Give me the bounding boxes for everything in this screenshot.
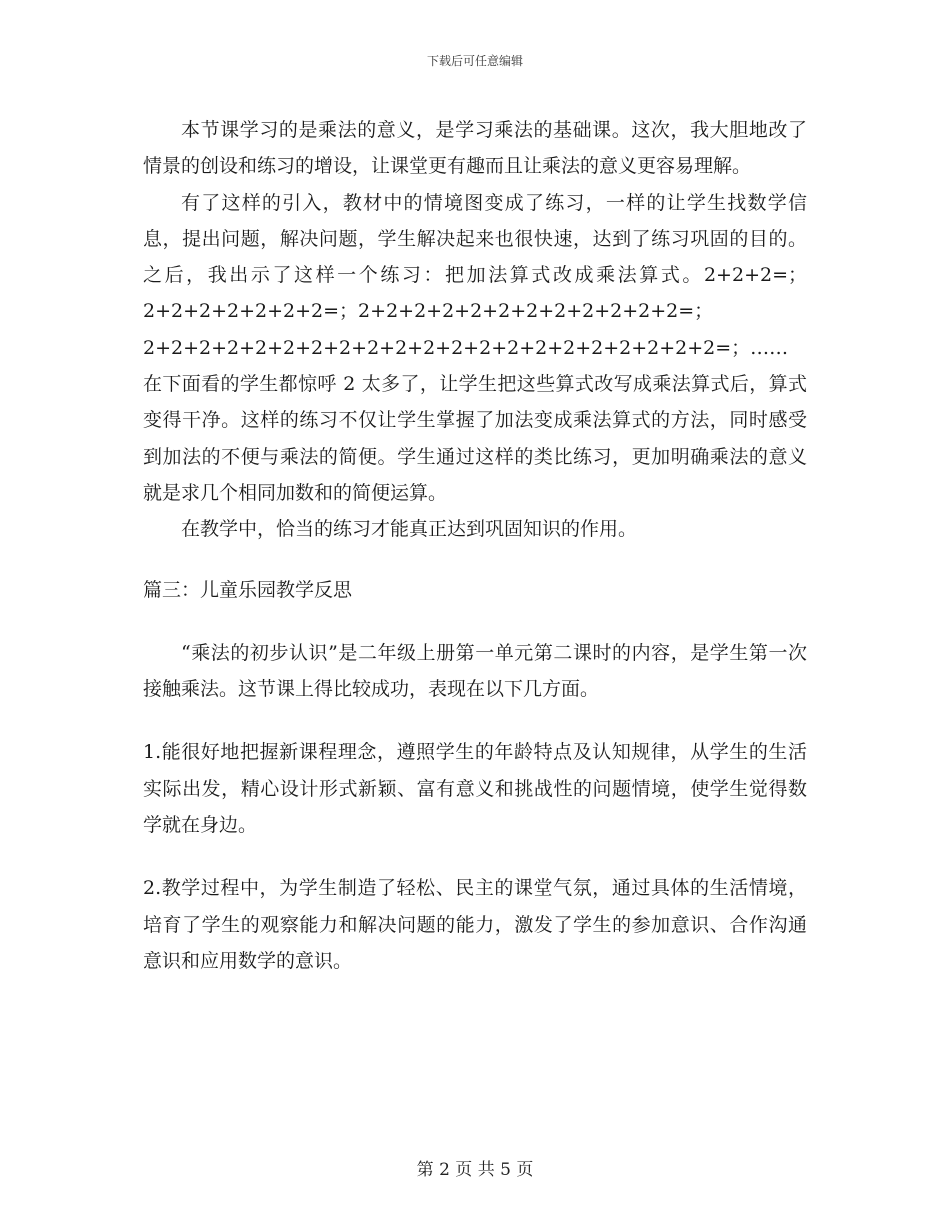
document-body (143, 112, 807, 979)
list-item-2: 2.教学过程中，为学生制造了轻松、民主的课堂气氛，通过具体的生活情境，培育了学生的观察能力和解决问题的能力，激发了学生的参加意识、合作沟通意识和应用数学的意识。 (143, 877, 807, 972)
paragraph-3: 在教学中，恰当的练习才能真正达到巩固知识的作用。 (181, 518, 638, 541)
page-header: 下载后可任意编辑 (426, 54, 523, 68)
paragraph-4: “乘法的初步认识”是二年级上册第一单元第二课时的内容，是学生第一次接触乘法。这节课上得比较成功，表现在以下几方面。 (143, 641, 807, 701)
section-heading: 篇三：儿童乐园教学反思 (143, 578, 353, 601)
paragraph-1: 本节课学习的是乘法的意义，是学习乘法的基础课。这次，我大胆地改了情景的创设和练习的增设，让课堂更有趣而且让乘法的意义更容易理解。 (143, 119, 807, 178)
paragraph-2: 有了这样的引入，教材中的情境图变成了练习，一样的让学生找数学信息，提出问题，解决问题，学生解决起来也很快速，达到了练习巩固的目的。之后，我出示了这样一个练习：把加法算式改成乘法算式。2+2+2=；2+2+2+2+2+2+2=；2+2+2+2+2+2+2+2+2+2+2+2=；2+2+2+2+2+2+2+2+2+2+2+2+2+2+2+2+2+2+2+2+2=；……在下面看的学生都惊呼 2 太多了，让学生把这些算式改写成乘法算式后，算式变得干净。这样的练习不仅让学生掌握了加法变成乘法算式的方法，同时感受到加法的不便与乘法的简便。学生通过这样的类比练习，更加明确乘法的意义就是求几个相同加数和的简便运算。 (143, 191, 807, 504)
list-item-1: 1.能很好地把握新课程理念，遵照学生的年龄特点及认知规律，从学生的生活实际出发，精心设计形式新颖、富有意义和挑战性的问题情境，使学生觉得数学就在身边。 (143, 741, 807, 837)
page-footer: 第 2 页 共 5 页 (416, 1160, 534, 1180)
